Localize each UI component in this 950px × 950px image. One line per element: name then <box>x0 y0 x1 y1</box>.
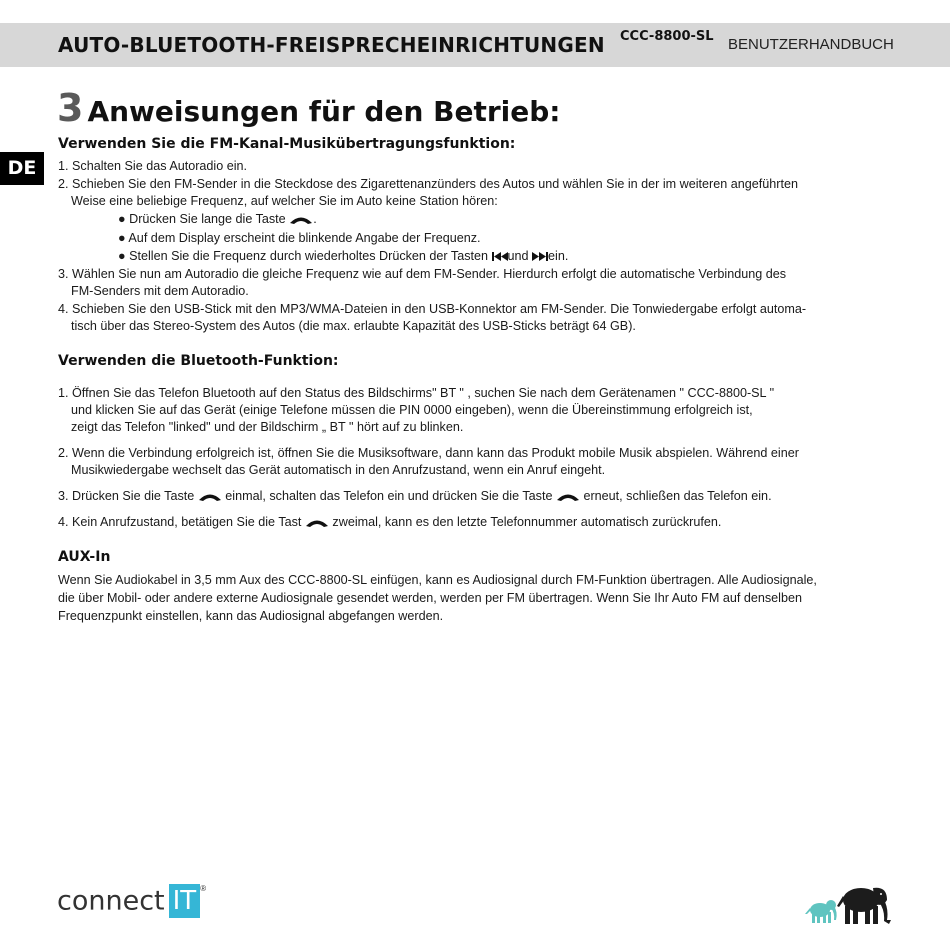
phone-icon <box>198 492 222 502</box>
fm-step-3-line-1: 3. Wählen Sie nun am Autoradio die gleiche Frequenz wie auf dem FM-Sender. Hierdurch erfolgt die automatische Verbindung des <box>58 267 787 281</box>
fm-bullet-3-end: ein. <box>548 249 569 263</box>
previous-track-icon <box>492 252 508 261</box>
fm-bullet-1-end: . <box>313 212 317 226</box>
aux-line-1: Wenn Sie Audiokabel in 3,5 mm Aux des CCC-8800-SL einfügen, kann es Audiosignal durch FM-Funktion übertragen. Alle Audiosignale, <box>58 573 817 587</box>
fm-step-3-line-2: FM-Senders mit dem Autoradio. <box>71 284 249 298</box>
bt-step-2-line-2: Musikwiedergabe wechselt das Gerät automatisch in den Anrufzustand, wenn ein Anruf eingeht. <box>71 463 606 477</box>
section-heading: Anweisungen für den Betrieb: <box>87 95 561 128</box>
fm-bullet-3 <box>118 248 568 264</box>
bt-step-4 <box>58 514 721 530</box>
bt-step-4-text-1: 4. Kein Anrufzustand, betätigen Sie die Tast <box>58 515 302 529</box>
phone-icon <box>289 215 313 225</box>
language-tab: DE <box>0 152 44 185</box>
bt-step-2-line-1: 2. Wenn die Verbindung erfolgreich ist, öffnen Sie die Musiksoftware, dann kann das Produkt mobile Musik abspielen. Während einer <box>58 446 799 460</box>
bt-step-3 <box>58 488 772 504</box>
phone-icon <box>556 492 580 502</box>
fm-step-4-line-2: tisch über das Stereo-System des Autos (die max. erlaubte Kapazität des USB-Sticks beträgt 64 GB). <box>71 319 636 333</box>
fm-step-4-line-1: 4. Schieben Sie den USB-Stick mit den MP3/WMA-Dateien in den USB-Konnektor am FM-Sender. Die Tonwiedergabe erfolgt automa- <box>58 302 807 316</box>
bt-step-1-line-2: und klicken Sie auf das Gerät (einige Telefone müssen die PIN 0000 eingeben), wenn die Übereinstimmung erfolgreich ist, <box>71 403 753 417</box>
aux-line-2: die über Mobil- oder andere externe Audiosignale gesendet werden, werden per FM übertragen. Wenn Sie Ihr Auto FM auf denselben <box>58 591 802 605</box>
elephants-icon <box>803 880 895 928</box>
bt-step-3-text-1: 3. Drücken Sie die Taste <box>58 489 195 503</box>
bt-step-4-text-2: zweimal, kann es den letzte Telefonnummer automatisch zurückrufen. <box>332 515 722 529</box>
fm-bullet-3-text: ● Stellen Sie die Frequenz durch wiederholtes Drücken der Tasten <box>118 249 488 263</box>
fm-bullet-1-text: ● Drücken Sie lange die Taste <box>118 212 286 226</box>
logo-box: IT <box>169 884 201 918</box>
bt-step-3-text-3: erneut, schließen das Telefon ein. <box>583 489 772 503</box>
bt-heading: Verwenden die Bluetooth-Funktion: <box>58 353 339 369</box>
aux-line-3: Frequenzpunkt einstellen, kann das Audiosignal abgefangen werden. <box>58 609 444 623</box>
bt-step-1-line-3: zeigt das Telefon "linked" und der Bildschirm „ BT " hört auf zu blinken. <box>71 420 464 434</box>
bt-step-3-text-2: einmal, schalten das Telefon ein und drücken Sie die Taste <box>225 489 553 503</box>
section-number: 3 <box>57 86 84 130</box>
phone-icon <box>305 518 329 528</box>
header-subtitle: BENUTZERHANDBUCH <box>728 36 894 53</box>
bt-step-1-line-1: 1. Öffnen Sie das Telefon Bluetooth auf den Status des Bildschirms" BT " , suchen Sie nach dem Gerätenamen " CCC-8800-SL " <box>58 386 775 400</box>
fm-step-2-line-2: Weise eine beliebige Frequenz, auf welcher Sie im Auto keine Station hören: <box>71 194 498 208</box>
logo-text: connect <box>57 885 165 917</box>
header-title: AUTO-BLUETOOTH-FREISPRECHEINRICHTUNGEN <box>58 33 605 57</box>
fm-bullet-3-and: und <box>507 249 529 263</box>
page-title <box>57 86 561 130</box>
fm-step-1: 1. Schalten Sie das Autoradio ein. <box>58 159 248 173</box>
next-track-icon <box>532 252 548 261</box>
header-model: CCC-8800-SL <box>620 29 714 44</box>
fm-heading: Verwenden Sie die FM-Kanal-Musikübertragungsfunktion: <box>58 136 516 152</box>
fm-bullet-2: ● Auf dem Display erscheint die blinkende Angabe der Frequenz. <box>118 231 481 245</box>
logo-registered: ® <box>200 884 207 893</box>
connect-it-logo <box>57 884 206 924</box>
fm-step-2-line-1: 2. Schieben Sie den FM-Sender in die Steckdose des Zigarettenanzünders des Autos und wählen Sie in der im weiteren angeführten <box>58 177 798 191</box>
aux-heading: AUX-In <box>58 549 111 565</box>
header-bar <box>0 23 950 67</box>
fm-bullet-1 <box>118 211 317 227</box>
